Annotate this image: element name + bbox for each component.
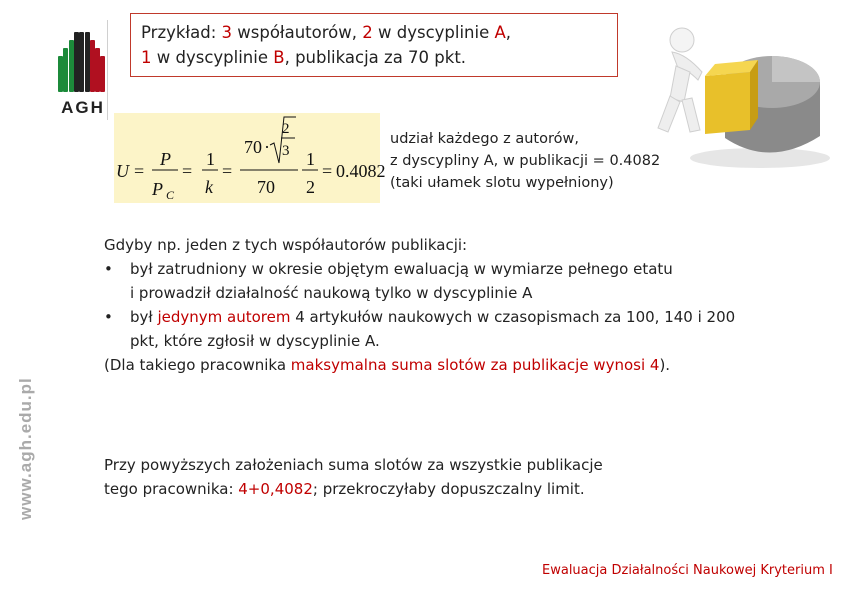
formula-70-top: 70: [244, 137, 262, 157]
logo-bars: [58, 32, 106, 92]
formula-frac-three: 3: [282, 143, 290, 159]
logo-bar: [90, 40, 95, 92]
formula-one: 1: [206, 149, 215, 169]
logo-divider: [107, 20, 108, 120]
formula-frac-two: 2: [282, 121, 290, 137]
example-title-box: [130, 13, 618, 77]
bullet-1: • był zatrudniony w okresie objętym ewaluacją w wymiarze pełnego etatu i prowadził działalność naukową tylko w dyscyplinie A: [104, 257, 804, 305]
bullet-2: • był jedynym autorem 4 artykułów naukowych w czasopismach za 100, 140 i 200 pkt, które zgłosił w dyscyplinie A.: [104, 305, 804, 353]
logo-bar: [85, 32, 90, 92]
formula-p: P: [160, 149, 171, 169]
conclusion-text: Przy powyższych założeniach suma slotów za wszystkie publikacje tego pracownika: 4+0,4082; przekroczyłaby dopuszczalny limit.: [104, 456, 603, 498]
formula-k: k: [205, 177, 213, 197]
side-url: www.agh.edu.pl: [16, 377, 35, 520]
desc-line-2: z dyscypliny A, w publikacji = 0.4082: [390, 153, 661, 169]
formula-pc: P: [152, 179, 163, 199]
logo-bar: [69, 40, 74, 92]
formula-two-d: 2: [306, 177, 315, 197]
formula: [114, 113, 386, 203]
formula-eq3: =: [222, 161, 233, 181]
desc-line-1: udział każdego z autorów,: [390, 131, 579, 147]
logo-bar: [74, 32, 79, 92]
formula-box: [114, 113, 386, 203]
formula-dot: ·: [264, 137, 270, 157]
logo-bar: [100, 56, 105, 92]
formula-70-bottom: 70: [257, 177, 275, 197]
logo-bar: [79, 32, 84, 92]
formula-c-sub: C: [166, 188, 175, 202]
highlight-sole-author: jedynym autorem: [157, 308, 291, 326]
logo-bar: [58, 56, 63, 92]
formula-eq1: =: [134, 161, 145, 181]
formula-eq4: =: [322, 161, 333, 181]
logo-bar: [63, 48, 68, 92]
scenario-intro: Gdyby np. jeden z tych współautorów publikacji:: [104, 236, 468, 254]
formula-result: 0.4082: [336, 161, 386, 181]
pie-chart-illustration: [650, 8, 830, 173]
highlight-max-slots: maksymalna suma slotów za publikacje wynosi 4: [290, 356, 660, 374]
bullet-marker: •: [104, 308, 113, 326]
logo-bar: [95, 48, 100, 92]
bullet-marker: •: [104, 260, 113, 278]
desc-line-3: (taki ułamek slotu wypełniony): [390, 175, 614, 191]
agh-logo: [58, 32, 108, 118]
formula-eq2: =: [182, 161, 193, 181]
title-line-2: 1 w dyscyplinie B, publikacja za 70 pkt.: [141, 48, 467, 67]
formula-u: U: [116, 161, 129, 181]
footer-title: Ewaluacja Działalności Naukowej Kryterium I: [542, 563, 833, 578]
scenario-text: [104, 233, 804, 377]
formula-description: [390, 128, 660, 194]
logo-text: AGH: [61, 98, 105, 117]
title-line-1: Przykład: 3 współautorów, 2 w dyscyplinie A,: [141, 23, 512, 42]
highlight-sum: 4+0,4082: [238, 480, 313, 498]
scenario-note: (Dla takiego pracownika maksymalna suma slotów za publikacje wynosi 4).: [104, 356, 671, 374]
formula-one-n: 1: [306, 149, 315, 169]
